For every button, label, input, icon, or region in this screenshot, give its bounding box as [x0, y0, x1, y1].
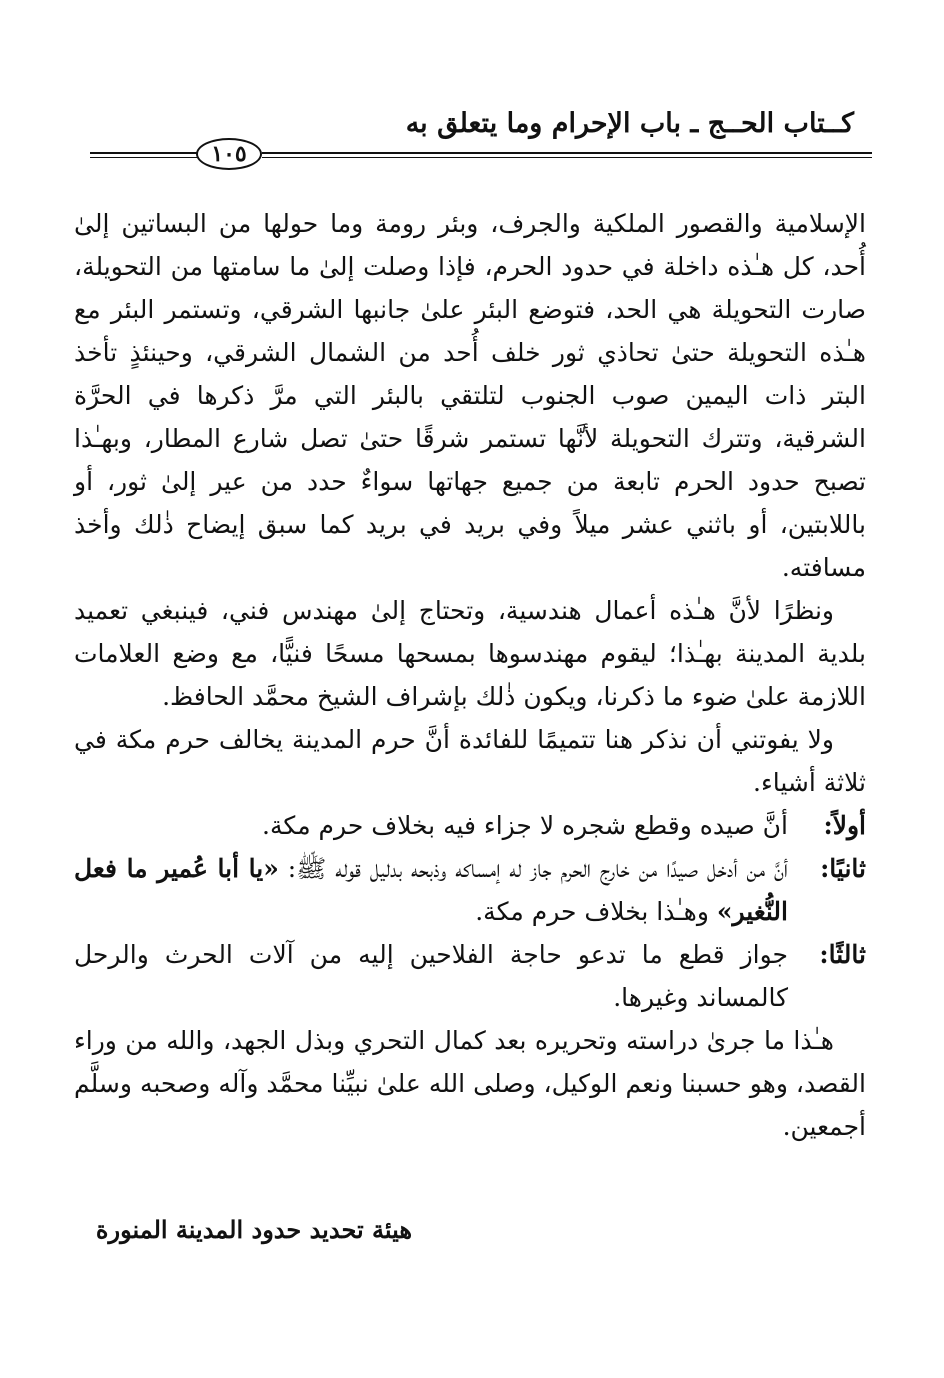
paragraph-2: ونظرًا لأنَّ هـٰذه أعمال هندسية، وتحتاج إلىٰ مهندس فني، فينبغي تعميد بلدية المدينة بهـٰذا؛ ليقوم مهندسوها بمسحها مسحًا فنيًّا، مع وضع العلامات اللازمة علىٰ ضوء ما ذكرنا، ويكون ذٰلك بإشراف الشيخ محمَّد الحافظ.: [74, 596, 866, 711]
paragraph-1: الإسلامية والقصور الملكية والجرف، وبئر رومة وما حولها من البساتين إلىٰ أُحد، كل هـٰذه داخلة في حدود الحرم، فإذا وصلت إلىٰ ما سامتها من التحويلة، صارت التحويلة هي الحد، فتوضع البئر علىٰ جانبها الشرقي، وتستمر البئر مع هـٰذه التحويلة حتىٰ تحاذي ثور خلف أُحد من الشمال الشرقي، وحينئذٍ تأخذ البتر ذات اليمين صوب الجنوب لتلتقي بالبئر التي مرَّ ذكرها في الحرَّة الشرقية، وتترك التحويلة لأنَّها تستمر شرقًا حتىٰ تصل شارع المطار، وبهـٰذا تصبح حدود الحرم تابعة من جميع جهاتها سواءٌ حدد من عير إلىٰ ثور، أو باللابتين، أو باثني عشر ميلاً وفي بريد في بريد كما سبق إيضاح ذٰلك وأخذ مسافته.: [74, 209, 866, 582]
list-label-3: ثالثًا:: [819, 940, 866, 969]
header-rule-right: [262, 152, 872, 158]
signature: هيئة تحديد حدود المدينة المنورة: [95, 1215, 412, 1244]
list-label-2: ثانيًا:: [820, 854, 866, 883]
running-title: كــتاب الحــج ـ باب الإحرام وما يتعلق به: [405, 108, 854, 139]
paragraph-3: ولا يفوتني أن نذكر هنا تتميمًا للفائدة أنَّ حرم المدينة يخالف حرم مكة في ثلاثة أشياء.: [74, 725, 866, 797]
page-number: ١٠٥: [196, 138, 262, 170]
body-text: [74, 202, 866, 1148]
list-item-3: [74, 933, 866, 1019]
list-label-1: أولاً:: [823, 811, 866, 840]
paragraph-4: هـٰذا ما جرىٰ دراسته وتحريره بعد كمال التحري وبذل الجهد، والله من وراء القصد، وهو حسبنا ونعم الوكيل، وصلى الله علىٰ نبيِّنا محمَّد وآله وصحبه وسلَّم أجمعين.: [74, 1026, 866, 1141]
header-rule-left: [90, 152, 198, 158]
list-item-2: [74, 847, 866, 933]
list-text-1: أنَّ صيده وقطع شجره لا جزاء فيه بخلاف حرم مكة.: [262, 811, 788, 840]
list-item-1: [74, 804, 866, 847]
list-text-2a: أنَّ من أدخل صيدًا من خارج الحرم جاز له إمساكه وذبحه بدليل قوله ﷺ:: [278, 854, 788, 883]
list-text-2b: وهـٰذا بخلاف حرم مكة.: [475, 897, 717, 926]
list-text-3: جواز قطع ما تدعو حاجة الفلاحين إليه من آلات الحرث والرحل كالمساند وغيرها.: [74, 940, 788, 1012]
hadith-quote: «يا أبا عُمير ما فعل النُّغير»: [74, 854, 788, 926]
